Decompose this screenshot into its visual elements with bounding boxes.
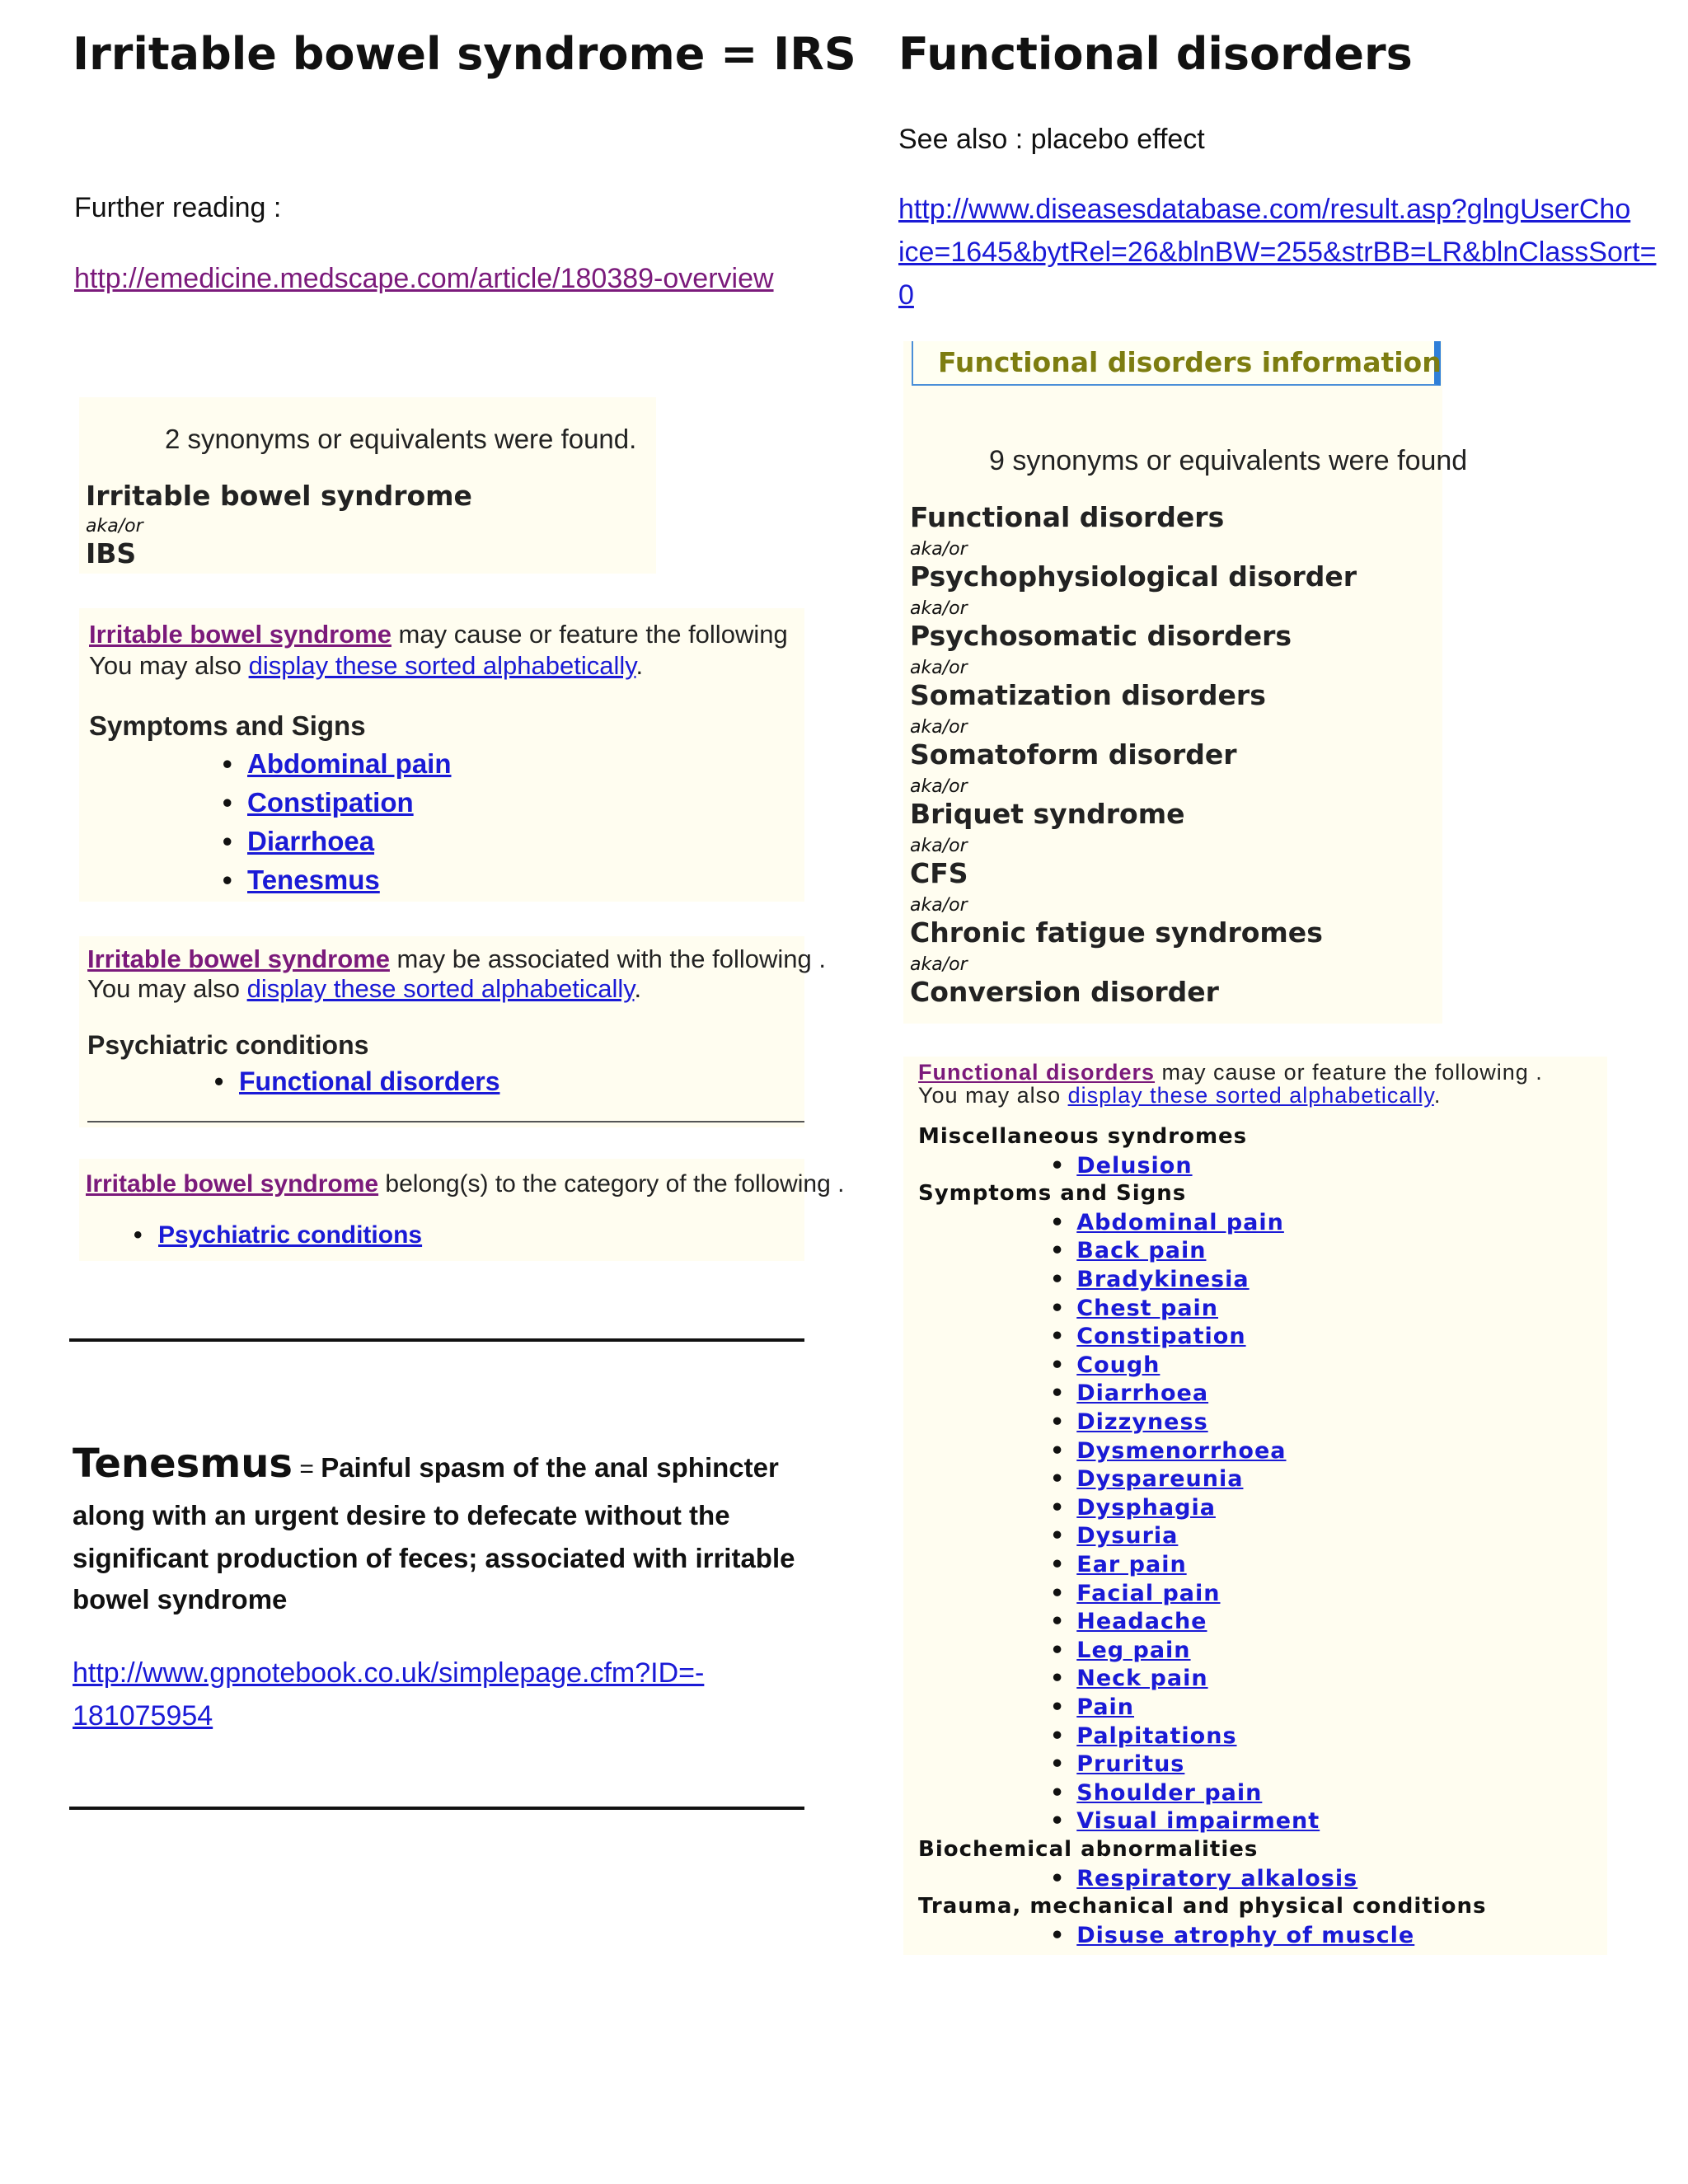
bullet: •: [1050, 1808, 1066, 1835]
symptom-link[interactable]: Dysphagia: [1076, 1494, 1216, 1521]
symptom-link[interactable]: Chest pain: [1076, 1295, 1219, 1321]
synonym-item: Psychophysiological disorder: [910, 560, 1357, 593]
list-item: [1050, 1296, 1218, 1321]
aka-label: aka/or: [910, 658, 968, 678]
functional-synonyms-panel: [903, 341, 1468, 1024]
ibs-subject-link[interactable]: Irritable bowel syndrome: [87, 944, 390, 973]
also-line: [87, 974, 641, 1004]
bullet: •: [1050, 1865, 1066, 1891]
also-suffix: .: [1433, 1083, 1442, 1108]
bullet: •: [1050, 1209, 1066, 1235]
bullet: •: [1050, 1779, 1066, 1806]
link-line[interactable]: http://www.diseasesdatabase.com/result.asp?glngUserCho: [898, 194, 1631, 225]
bullet: •: [1050, 1609, 1066, 1635]
symptom-link[interactable]: Cough: [1076, 1352, 1160, 1378]
symptom-link[interactable]: Palpitations: [1076, 1722, 1237, 1749]
aka-label: aka/or: [910, 717, 968, 738]
link-line[interactable]: ice=1645&bytRel=26&blnBW=255&strBB=LR&blnClassSort=: [898, 237, 1657, 268]
tenesmus-term: Tenesmus: [73, 1441, 293, 1487]
symptom-link[interactable]: Pruritus: [1076, 1751, 1185, 1778]
bullet: •: [1050, 1722, 1066, 1749]
list-item: [1050, 1267, 1250, 1292]
functional-subject-link[interactable]: Functional disorders: [918, 1060, 1156, 1085]
belong-intro: [86, 1170, 844, 1198]
symptom-link[interactable]: Visual impairment: [1076, 1808, 1320, 1835]
synonyms-count: 9 synonyms or equivalents were found: [989, 445, 1468, 476]
category-heading: Psychiatric conditions: [87, 1030, 369, 1060]
category-heading: Miscellaneous syndromes: [918, 1124, 1248, 1149]
synonym-item: CFS: [910, 857, 968, 889]
also-prefix: You may also: [87, 974, 247, 1003]
symptom-link[interactable]: Dysuria: [1076, 1523, 1179, 1549]
synonym-item: Functional disorders: [910, 501, 1225, 533]
list-item: [1050, 1751, 1184, 1777]
symptom-list: [247, 748, 452, 903]
symptom-link[interactable]: Dysmenorrhoea: [1076, 1437, 1287, 1464]
synonyms-count: 2 synonyms or equivalents were found.: [165, 424, 637, 454]
list-item: [1050, 1694, 1134, 1720]
symptom-link[interactable]: Respiratory alkalosis: [1076, 1865, 1358, 1891]
symptom-link[interactable]: Back pain: [1076, 1238, 1207, 1264]
bullet: •: [1050, 1922, 1066, 1948]
list-item: [1050, 1638, 1191, 1663]
synonym-item: Psychosomatic disorders: [910, 620, 1292, 652]
aka-label: aka/or: [910, 836, 968, 856]
symptom-link[interactable]: Bradykinesia: [1076, 1267, 1250, 1292]
tenesmus-heading: [73, 1441, 779, 1487]
further-reading-label: Further reading :: [74, 192, 282, 223]
bullet: •: [1050, 1409, 1066, 1435]
also-prefix: You may also: [89, 651, 249, 680]
list-item: [1050, 1324, 1246, 1349]
list-item: [1050, 1723, 1237, 1749]
cause-suffix: may cause or feature the following: [391, 620, 788, 649]
cause-intro: [89, 620, 788, 649]
symptom-link[interactable]: Constipation: [247, 787, 414, 818]
bullet: •: [1050, 1523, 1066, 1549]
info-header: Functional disorders information: [938, 346, 1442, 378]
sort-alpha-link[interactable]: display these sorted alphabetically: [248, 651, 636, 680]
symptom-link[interactable]: Dyspareunia: [1076, 1466, 1244, 1493]
category-link[interactable]: Psychiatric conditions: [158, 1221, 423, 1249]
also-suffix: .: [635, 651, 644, 680]
assoc-suffix: may be associated with the following .: [389, 944, 826, 973]
medscape-link[interactable]: http://emedicine.medscape.com/article/180389-overview: [74, 263, 774, 294]
ibs-assoc-panel: [79, 936, 826, 1127]
section-divider: [69, 1338, 804, 1342]
symptom-link[interactable]: Diarrhoea: [1076, 1380, 1209, 1407]
symptom-link[interactable]: Headache: [1076, 1609, 1207, 1635]
aka-label: aka/or: [910, 776, 968, 797]
page-title-functional: Functional disorders: [898, 28, 1413, 80]
synonym-item: IBS: [86, 537, 137, 569]
symptom-link[interactable]: Abdominal pain: [1076, 1209, 1284, 1235]
list-item: [1050, 1238, 1206, 1263]
synonym-item: Somatoform disorder: [910, 738, 1237, 771]
cause-intro: [918, 1060, 1543, 1085]
link-line[interactable]: http://www.gpnotebook.co.uk/simplepage.cfm?ID=-: [73, 1657, 705, 1689]
list-item: [1050, 1666, 1208, 1691]
bullet: •: [1050, 1380, 1066, 1407]
belong-suffix: belong(s) to the category of the following .: [378, 1170, 845, 1197]
also-line: [918, 1083, 1441, 1108]
list-item: [1050, 1581, 1221, 1606]
page-title-ibs: Irritable bowel syndrome = IRS: [73, 28, 856, 80]
divider: [87, 1121, 804, 1122]
list-item: [1050, 1466, 1243, 1492]
synonym-item: Somatization disorders: [910, 679, 1266, 711]
symptom-link[interactable]: Dizzyness: [1076, 1409, 1208, 1435]
symptom-link[interactable]: Diarrhoea: [247, 826, 375, 856]
synonym-item: Conversion disorder: [910, 976, 1219, 1008]
symptom-link[interactable]: Disuse atrophy of muscle: [1076, 1922, 1415, 1948]
bullet: •: [1050, 1152, 1066, 1179]
functional-cause-panel: [903, 1057, 1607, 1955]
bullet: •: [1050, 1580, 1066, 1606]
also-line: [89, 651, 643, 681]
info-header-box: [912, 341, 1441, 386]
ibs-synonyms-panel: [79, 397, 656, 574]
list-item: [1050, 1409, 1208, 1435]
symptom-link[interactable]: Ear pain: [1076, 1552, 1187, 1577]
list-item: [1050, 1495, 1216, 1521]
section-divider: [69, 1807, 804, 1810]
list-item: [1050, 1866, 1357, 1891]
list-item: [1050, 1808, 1320, 1834]
sort-alpha-link[interactable]: display these sorted alphabetically: [246, 974, 635, 1003]
equals-sign: =: [292, 1455, 321, 1483]
bullet: •: [1050, 1295, 1066, 1321]
symptom-link[interactable]: Pain: [1076, 1694, 1135, 1720]
list-item: [1050, 1780, 1262, 1806]
link-line[interactable]: 0: [898, 279, 914, 311]
assoc-list: [239, 1066, 499, 1097]
cause-suffix: may cause or feature the following .: [1155, 1060, 1543, 1085]
bullet: •: [1050, 1238, 1066, 1264]
ibs-subject-link[interactable]: Irritable bowel syndrome: [89, 620, 392, 649]
symptom-link[interactable]: Facial pain: [1076, 1580, 1221, 1606]
ibs-subject-link[interactable]: Irritable bowel syndrome: [86, 1170, 379, 1197]
aka-label: aka/or: [910, 598, 968, 619]
symptom-link[interactable]: Tenesmus: [247, 865, 380, 895]
bullet: •: [1050, 1324, 1066, 1350]
list-item: [1050, 1523, 1178, 1549]
also-prefix: You may also: [918, 1083, 1068, 1108]
list-item: [1050, 1609, 1207, 1634]
category-heading: Symptoms and Signs: [89, 710, 366, 741]
category-heading: Biochemical abnormalities: [918, 1837, 1259, 1862]
belong-list: [158, 1221, 422, 1249]
also-suffix: .: [634, 974, 642, 1003]
synonym-item: Chronic fatigue syndromes: [910, 916, 1323, 949]
bullet: •: [1050, 1637, 1066, 1663]
symptom-link[interactable]: Abdominal pain: [247, 748, 452, 779]
symptom-link[interactable]: Leg pain: [1076, 1637, 1191, 1663]
bullet: •: [1050, 1666, 1066, 1692]
symptom-link[interactable]: Constipation: [1076, 1324, 1246, 1350]
symptom-link[interactable]: Neck pain: [1076, 1666, 1208, 1692]
see-also: See also : placebo effect: [898, 124, 1205, 155]
assoc-intro: [87, 944, 826, 974]
synonym-item: Briquet syndrome: [910, 798, 1185, 830]
gpnotebook-link[interactable]: [73, 1652, 704, 1737]
list-item: [1050, 1438, 1287, 1464]
synonym-item: Irritable bowel syndrome: [86, 480, 472, 512]
assoc-link[interactable]: Functional disorders: [239, 1066, 500, 1096]
bullet: •: [1050, 1267, 1066, 1292]
sort-alpha-link[interactable]: display these sorted alphabetically: [1067, 1083, 1434, 1108]
definition-line: Painful spasm of the anal sphincter: [321, 1452, 779, 1483]
list-item: [1050, 1210, 1284, 1235]
aka-label: aka/or: [910, 895, 968, 916]
definition-line: bowel syndrome: [73, 1584, 288, 1615]
ibs-cause-panel: [79, 608, 804, 902]
list-item: [1050, 1552, 1187, 1577]
bullet: •: [1050, 1694, 1066, 1720]
definition-line: significant production of feces; associated with irritable: [73, 1543, 795, 1573]
category-heading: Trauma, mechanical and physical conditions: [918, 1894, 1487, 1919]
bullet: •: [1050, 1466, 1066, 1493]
bullet: •: [1050, 1552, 1066, 1577]
symptom-link[interactable]: Delusion: [1076, 1152, 1193, 1179]
bullet: •: [1050, 1751, 1066, 1778]
list-item: [1050, 1923, 1414, 1948]
aka-label: aka/or: [910, 954, 968, 975]
category-heading: Symptoms and Signs: [918, 1181, 1187, 1207]
list-item: [1050, 1153, 1193, 1179]
list-item: [1050, 1352, 1160, 1378]
aka-label: aka/or: [910, 539, 968, 560]
symptom-link[interactable]: Shoulder pain: [1076, 1779, 1263, 1806]
definition-line: along with an urgent desire to defecate without the: [73, 1500, 730, 1530]
list-item: [1050, 1380, 1208, 1406]
bullet: •: [1050, 1437, 1066, 1464]
diseasesdatabase-link[interactable]: [898, 188, 1656, 316]
bullet: •: [1050, 1494, 1066, 1521]
bullet: •: [1050, 1352, 1066, 1378]
aka-label: aka/or: [86, 516, 143, 537]
link-line[interactable]: 181075954: [73, 1700, 213, 1732]
ibs-belong-panel: [79, 1159, 845, 1261]
